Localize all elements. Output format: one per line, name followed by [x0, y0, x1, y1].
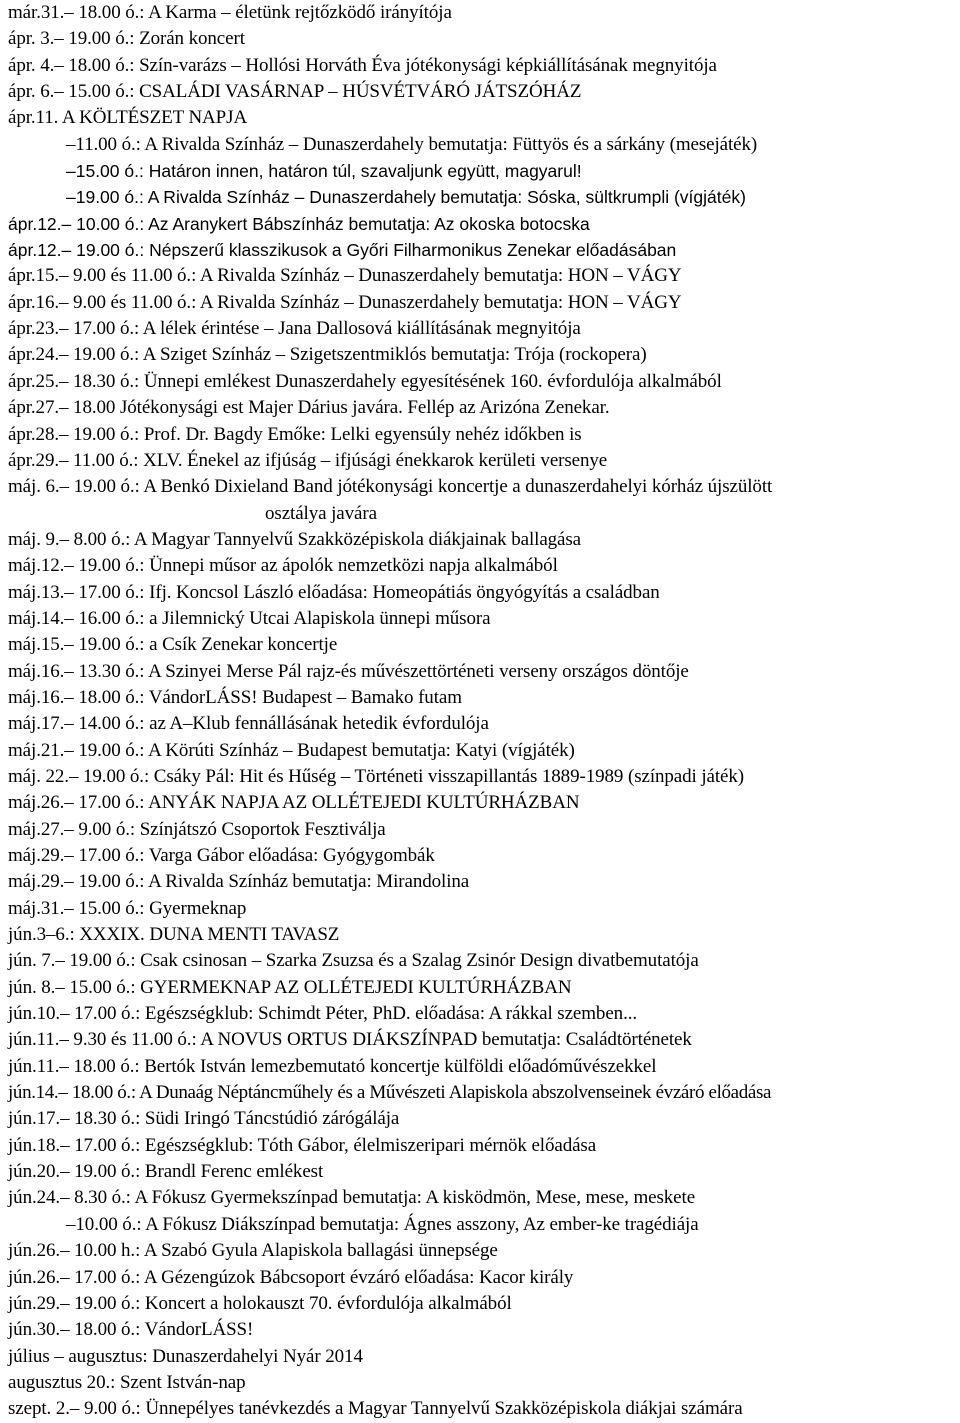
schedule-line: ápr. 4.– 18.00 ó.: Szín-varázs – Hollósi Horváth Éva jótékonysági képkiállításának megnyitója [8, 54, 717, 76]
schedule-line: szept. 2.– 9.00 ó.: Ünnepélyes tanévkezdés a Magyar Tannyelvű Szakközépiskola diákjai számára [8, 1398, 743, 1420]
schedule-line: –15.00 ó.: Határon innen, határon túl, szavaljunk együtt, magyarul! [66, 161, 582, 182]
schedule-line: máj. 9.– 8.00 ó.: A Magyar Tannyelvű Szakközépiskola diákjainak ballagása [8, 528, 582, 550]
schedule-line: máj.21.– 19.00 ó.: A Körúti Színház – Budapest bemutatja: Katyi (vígjáték) [8, 739, 575, 761]
schedule-line: ápr.16.– 9.00 és 11.00 ó.: A Rivalda Színház – Dunaszerdahely bemutatja: HON – VÁGY [8, 291, 682, 313]
schedule-line: ápr. 6.– 15.00 ó.: CSALÁDI VASÁRNAP – HÚSVÉTVÁRÓ JÁTSZÓHÁZ [8, 81, 582, 103]
schedule-line: máj. 6.– 19.00 ó.: A Benkó Dixieland Band jótékonysági koncertje a dunaszerdahelyi kórház újszülött [8, 476, 773, 498]
schedule-line: osztálya javára [265, 502, 377, 524]
schedule-line: jún. 7.– 19.00 ó.: Csak csinosan – Szarka Zsuzsa és a Szalag Zsinór Design divatbemutatója [8, 950, 699, 972]
schedule-line: jún.29.– 19.00 ó.: Koncert a holokauszt 70. évfordulója alkalmából [8, 1292, 512, 1314]
schedule-line: ápr.12.– 10.00 ó.: Az Aranykert Bábszínház bemutatja: Az okoska botocska [8, 213, 590, 234]
schedule-line: már.31.– 18.00 ó.: A Karma – életünk rejtőzködő irányítója [8, 2, 452, 23]
schedule-line: jún. 8.– 15.00 ó.: GYERMEKNAP AZ OLLÉTEJEDI KULTÚRHÁZBAN [8, 976, 572, 998]
schedule-line: máj.16.– 13.30 ó.: A Szinyei Merse Pál rajz-és művészettörténeti verseny országos döntője [8, 660, 689, 682]
schedule-line: ápr. 3.– 19.00 ó.: Zorán koncert [8, 28, 245, 50]
schedule-line: máj.13.– 17.00 ó.: Ifj. Koncsol László előadása: Homeopátiás öngyógyítás a családban [8, 581, 660, 603]
schedule-line: jún.11.– 9.30 és 11.00 ó.: A NOVUS ORTUS DIÁKSZÍNPAD bemutatja: Családtörténetek [8, 1029, 692, 1051]
schedule-line: jún.24.– 8.30 ó.: A Fókusz Gyermekszínpad bemutatja: A kisködmön, Mese, mese, meskete [8, 1187, 696, 1209]
schedule-line: máj.16.– 18.00 ó.: VándorLÁSS! Budapest – Bamako futam [8, 686, 462, 708]
schedule-line: máj.15.– 19.00 ó.: a Csík Zenekar koncertje [8, 634, 338, 656]
schedule-line: ápr.12.– 19.00 ó.: Népszerű klasszikusok a Győri Filharmonikus Zenekar előadásában [8, 240, 677, 261]
schedule-line: jún.26.– 17.00 ó.: A Gézengúzok Bábcsoport évzáró előadása: Kacor király [8, 1266, 574, 1288]
schedule-line: jún.11.– 18.00 ó.: Bertók István lemezbemutató koncertje külföldi előadóművészekkel [8, 1055, 657, 1077]
schedule-line: ápr.23.– 17.00 ó.: A lélek érintése – Jana Dallosová kiállításának megnyitója [8, 318, 581, 340]
schedule-line: jún.18.– 17.00 ó.: Egészségklub: Tóth Gábor, élelmiszeripari mérnök előadása [8, 1134, 597, 1156]
schedule-line: ápr.11. A KÖLTÉSZET NAPJA [8, 107, 248, 129]
schedule-line: máj.31.– 15.00 ó.: Gyermeknap [8, 897, 247, 919]
schedule-line: –10.00 ó.: A Fókusz Diákszínpad bemutatja: Ágnes asszony, Az ember-ke tragédiája [66, 1213, 699, 1235]
schedule-line: ápr.15.– 9.00 és 11.00 ó.: A Rivalda Színház – Dunaszerdahely bemutatja: HON – VÁGY [8, 265, 682, 287]
schedule-line: máj.29.– 19.00 ó.: A Rivalda Színház bemutatja: Mirandolina [8, 871, 470, 893]
schedule-line: máj.27.– 9.00 ó.: Színjátszó Csoportok Fesztiválja [8, 818, 386, 840]
schedule-line: jún.20.– 19.00 ó.: Brandl Ferenc emlékest [8, 1161, 324, 1183]
schedule-line: ápr.29.– 11.00 ó.: XLV. Énekel az ifjúság – ifjúsági énekkarok kerületi versenye [8, 449, 608, 471]
schedule-line: –11.00 ó.: A Rivalda Színház – Dunaszerdahely bemutatja: Füttyös és a sárkány (mesejáték) [66, 133, 758, 155]
schedule-line: jún.26.– 10.00 h.: A Szabó Gyula Alapiskola ballagási ünnepsége [8, 1240, 498, 1262]
schedule-line: máj.17.– 14.00 ó.: az A–Klub fennállásának hetedik évfordulója [8, 713, 489, 735]
schedule-line: jún.30.– 18.00 ó.: VándorLÁSS! [8, 1319, 254, 1341]
schedule-line: máj. 22.– 19.00 ó.: Csáky Pál: Hit és Hűség – Történeti visszapillantás 1889-1989 (színpadi játék) [8, 765, 745, 787]
schedule-line: jún.3–6.: XXXIX. DUNA MENTI TAVASZ [8, 924, 340, 946]
schedule-line: máj.12.– 19.00 ó.: Ünnepi műsor az ápolók nemzetközi napja alkalmából [8, 555, 558, 577]
schedule-line: –19.00 ó.: A Rivalda Színház – Dunaszerdahely bemutatja: Sóska, sültkrumpli (vígjáték) [66, 187, 746, 208]
schedule-line: jún.14.– 18.00 ó.: A Dunaág Néptáncműhely és a Művészeti Alapiskola abszolvenseinek évzáró előadása [8, 1082, 772, 1104]
schedule-line: ápr.25.– 18.30 ó.: Ünnepi emlékest Dunaszerdahely egyesítésének 160. évfordulója alkalmából [8, 370, 722, 392]
schedule-line: ápr.24.– 19.00 ó.: A Sziget Színház – Szigetszentmiklós bemutatja: Trója (rockopera) [8, 344, 647, 366]
schedule-line: máj.14.– 16.00 ó.: a Jilemnický Utcai Alapiskola ünnepi műsora [8, 607, 491, 629]
schedule-line: máj.29.– 17.00 ó.: Varga Gábor előadása: Gyógygombák [8, 845, 435, 866]
schedule-line: július – augusztus: Dunaszerdahelyi Nyár 2014 [8, 1345, 363, 1367]
schedule-line: ápr.28.– 19.00 ó.: Prof. Dr. Bagdy Emőke: Lelki egyensúly nehéz időkben is [8, 423, 582, 445]
schedule-line: ápr.27.– 18.00 Jótékonysági est Majer Dárius javára. Fellép az Arizóna Zenekar. [8, 397, 610, 419]
schedule-line: jún.10.– 17.00 ó.: Egészségklub: Schimdt Péter, PhD. előadása: A rákkal szemben... [8, 1003, 638, 1025]
schedule-line: máj.26.– 17.00 ó.: ANYÁK NAPJA AZ OLLÉTEJEDI KULTÚRHÁZBAN [8, 792, 580, 814]
schedule-line: jún.17.– 18.30 ó.: Südi Iringó Táncstúdió zárógálája [8, 1108, 400, 1130]
schedule-line: augusztus 20.: Szent István-nap [8, 1371, 246, 1393]
